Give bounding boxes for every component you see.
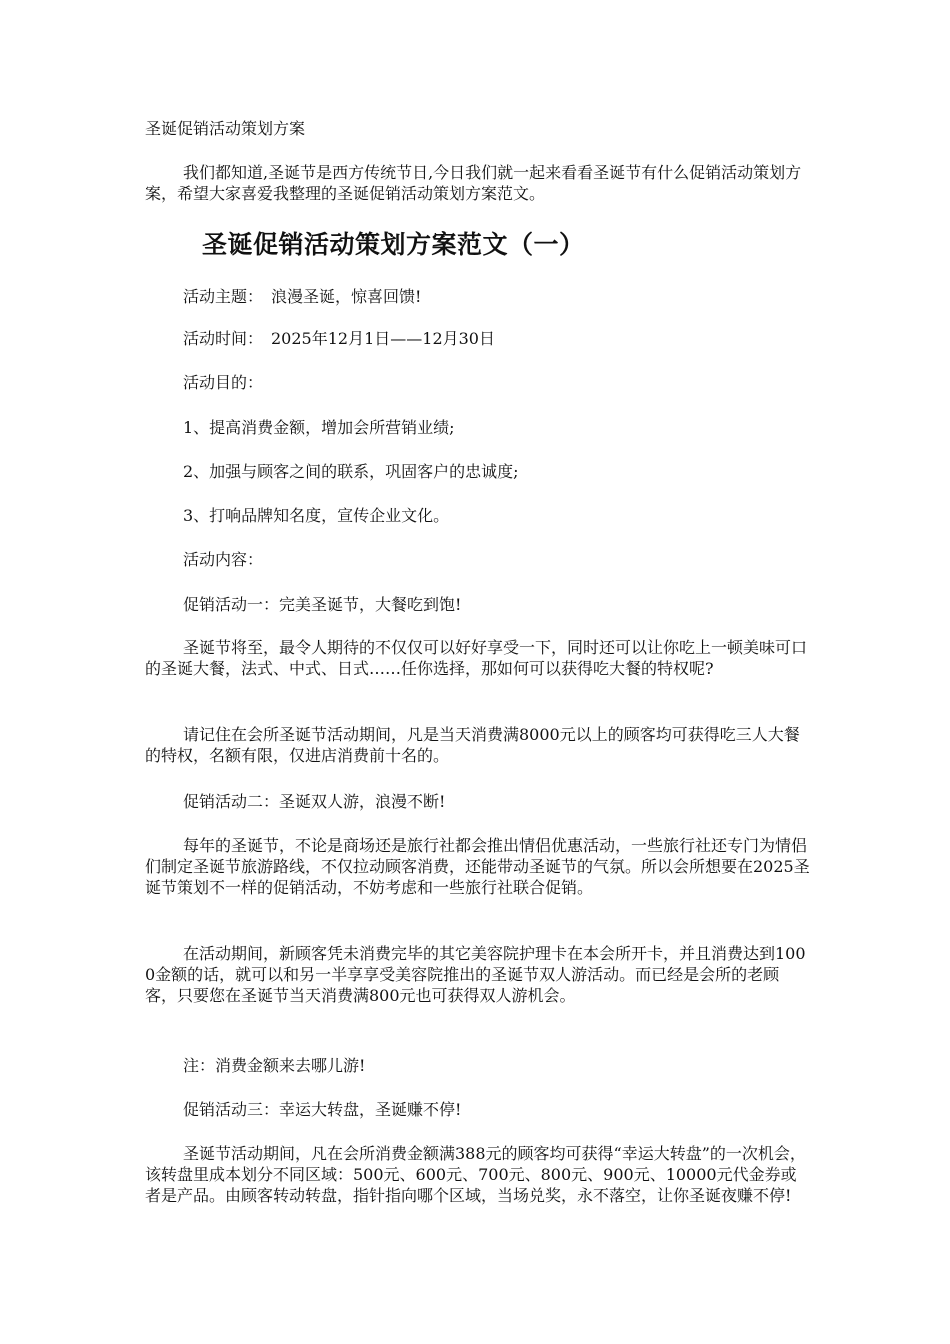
promo1-title: 促销活动一：完美圣诞节，大餐吃到饱! xyxy=(183,595,462,614)
promo2-title: 促销活动二：圣诞双人游，浪漫不断! xyxy=(183,792,446,811)
content-label: 活动内容： xyxy=(183,550,264,569)
promo1-paragraph-2: 请记住在会所圣诞节活动期间，凡是当天消费满8000元以上的顾客均可获得吃三人大餐的特权，名额有限，仅进店消费前十名的。 xyxy=(145,725,800,765)
promo1-paragraph-1: 圣诞节将至，最令人期待的不仅仅可以好好享受一下，同时还可以让你吃上一顿美味可口的圣诞大餐，法式、中式、日式……任你选择，那如何可以获得吃大餐的特权呢? xyxy=(145,638,808,678)
promo3-paragraph-1: 圣诞节活动期间，凡在会所消费金额满388元的顾客均可获得“幸运大转盘”的一次机会，该转盘里成本划分不同区域：500元、600元、700元、800元、900元、10000元代金券或者是产品。由顾客转动转盘，指针指向哪个区域，当场兑奖，永不落空，让你圣诞夜赚不停! xyxy=(145,1144,806,1205)
activity-time: 活动时间： 2025年12月1日——12月30日 xyxy=(183,329,495,348)
promo2-note: 注：消费金额来去哪儿游! xyxy=(183,1056,366,1075)
promo3-title: 促销活动三：幸运大转盘，圣诞赚不停! xyxy=(183,1100,462,1119)
promo2-paragraph-2: 在活动期间，新顾客凭未消费完毕的其它美容院护理卡在本会所开卡，并且消费达到1000金额的话，就可以和另一半享享受美容院推出的圣诞节双人游活动。而已经是会所的老顾客，只要您在圣诞节当天消费满800元也可获得双人游机会。 xyxy=(145,944,806,1005)
purpose-item-3: 3、打响品牌知名度，宣传企业文化。 xyxy=(183,506,450,525)
purpose-label: 活动目的： xyxy=(183,373,264,392)
activity-theme: 活动主题： 浪漫圣诞，惊喜回馈! xyxy=(183,287,422,306)
document-title: 圣诞促销活动策划方案 xyxy=(145,119,306,138)
section-heading: 圣诞促销活动策划方案范文（一） xyxy=(202,230,585,259)
promo2-paragraph-1: 每年的圣诞节，不论是商场还是旅行社都会推出情侣优惠活动，一些旅行社还专门为情侣们制定圣诞节旅游路线，不仅拉动顾客消费，还能带动圣诞节的气氛。所以会所想要在2025圣诞节策划不一样的促销活动，不妨考虑和一些旅行社联合促销。 xyxy=(145,836,810,897)
intro-paragraph: 我们都知道,圣诞节是西方传统节日,今日我们就一起来看看圣诞节有什么促销活动策划方案，希望大家喜爱我整理的圣诞促销活动策划方案范文。 xyxy=(145,163,802,203)
purpose-item-2: 2、加强与顾客之间的联系，巩固客户的忠诚度; xyxy=(183,462,519,481)
purpose-item-1: 1、提高消费金额，增加会所营销业绩; xyxy=(183,418,455,437)
